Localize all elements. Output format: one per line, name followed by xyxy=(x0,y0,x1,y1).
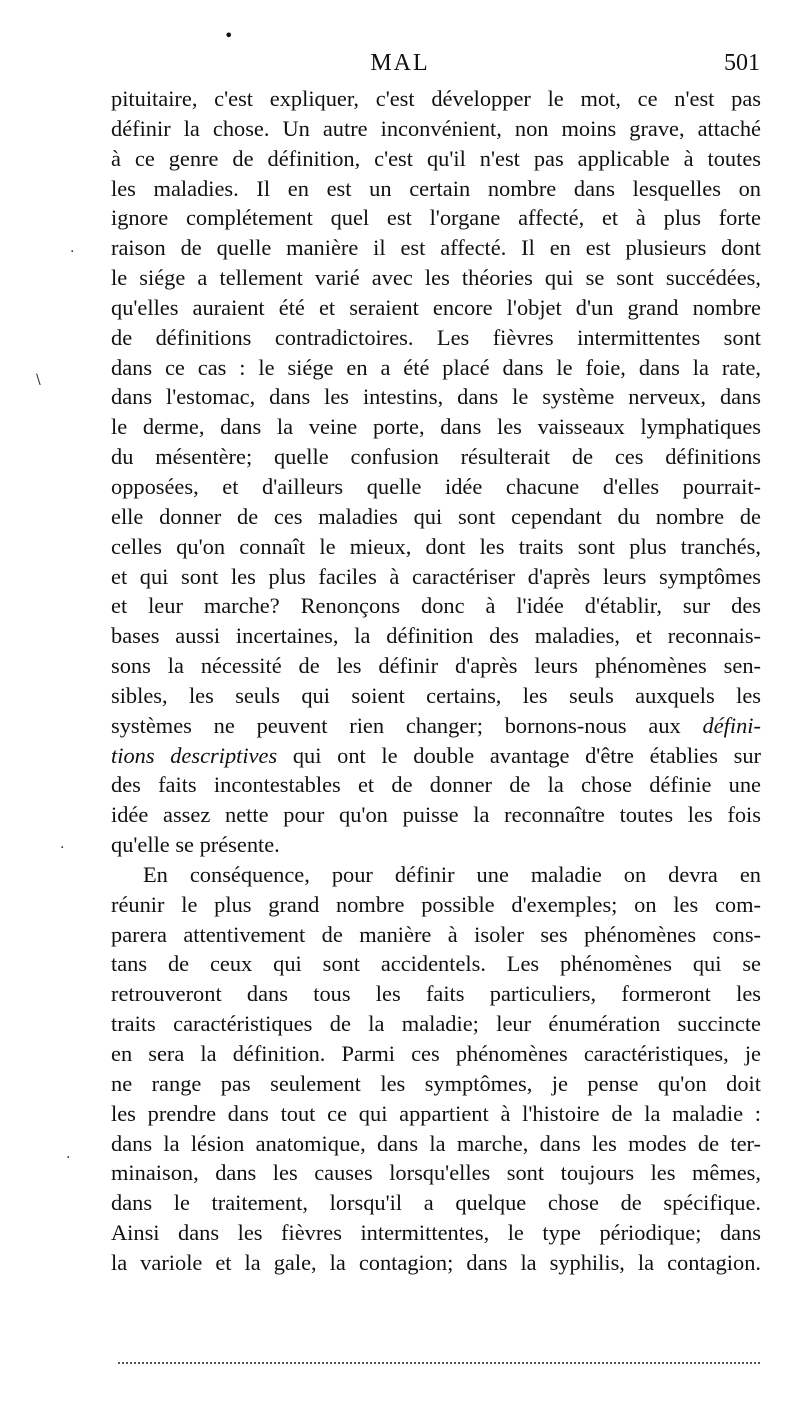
text-line: du mésentère; quelle confusion résulterait de ces définitions xyxy=(111,444,761,470)
text-line: définir la chose. Un autre inconvénient, non moins grave, attaché xyxy=(111,115,761,141)
text-line: Ainsi dans les fièvres intermittentes, le type périodique; dans xyxy=(111,1220,761,1246)
text-line: ignore complétement quel est l'organe affecté, et à plus forte xyxy=(111,205,761,231)
text-line: dans l'estomac, dans les intestins, dans le système nerveux, dans xyxy=(111,384,761,410)
bottom-dotted-rule xyxy=(118,1362,760,1364)
text-line: réunir le plus grand nombre possible d'exemples; on les com- xyxy=(111,891,761,917)
text-line: les prendre dans tout ce qui appartient à l'histoire de la maladie : xyxy=(111,1100,761,1126)
text-line: pituitaire, c'est expliquer, c'est développer le mot, ce n'est pas xyxy=(111,86,761,111)
paragraph-2 xyxy=(111,860,761,1278)
body-text xyxy=(111,84,761,1278)
margin-speck: · xyxy=(60,840,65,856)
text-fragment: qui ont le double avantage d'être établies sur xyxy=(277,742,761,768)
italic-term: défini- xyxy=(702,712,761,738)
text-line: qu'elles auraient été et seraient encore l'objet d'un grand nombre xyxy=(111,294,761,320)
text-line: qu'elle se présente. xyxy=(111,832,280,858)
text-line: raison de quelle manière il est affecté. Il en est plusieurs dont xyxy=(111,235,761,261)
text-line: elle donner de ces maladies qui sont cependant du nombre de xyxy=(111,503,761,529)
running-head: MAL xyxy=(370,50,430,76)
text-line: dans la lésion anatomique, dans la marche, dans les modes de ter- xyxy=(111,1130,761,1156)
text-line: et qui sont les plus faciles à caractériser d'après leurs symptômes xyxy=(111,563,761,589)
paragraph-1 xyxy=(111,84,761,860)
text-line: parera attentivement de manière à isoler ses phénomènes cons- xyxy=(111,921,761,947)
text-line: de définitions contradictoires. Les fièvres intermittentes sont xyxy=(111,324,761,350)
text-line: sons la nécessité de les définir d'après leurs phénomènes sen- xyxy=(111,653,761,679)
text-line: idée assez nette pour qu'on puisse la reconnaître toutes les fois xyxy=(111,802,761,828)
text-line xyxy=(111,741,761,771)
text-line: systèmes ne peuvent rien changer; bornons-nous aux défini- xyxy=(111,712,761,738)
text-line: ne range pas seulement les symptômes, je pense qu'on doit xyxy=(111,1070,761,1096)
margin-speck: \ xyxy=(36,372,41,388)
text-line: traits caractéristiques de la maladie; leur énumération succincte xyxy=(111,1011,761,1037)
text-line: minaison, dans les causes lorsqu'elles sont toujours les mêmes, xyxy=(111,1160,761,1186)
text-line: opposées, et d'ailleurs quelle idée chacune d'elles pourrait- xyxy=(111,473,761,499)
text-line: tans de ceux qui sont accidentels. Les phénomènes qui se xyxy=(111,951,761,977)
italic-term: tions descriptives xyxy=(111,742,278,768)
text-line: En conséquence, pour définir une maladie on devra en xyxy=(143,861,761,887)
text-line: en sera la définition. Parmi ces phénomènes caractéristiques, je xyxy=(111,1041,761,1066)
text-line: le derme, dans la veine porte, dans les vaisseaux lymphatiques xyxy=(111,414,761,440)
text-line: le siége a tellement varié avec les théories qui se sont succédées, xyxy=(111,265,761,291)
text-line: à ce genre de définition, c'est qu'il n'est pas applicable à toutes xyxy=(111,145,761,171)
text-line: la variole et la gale, la contagion; dans la syphilis, la contagion. xyxy=(111,1249,761,1275)
text-line: des faits incontestables et de donner de la chose définie une xyxy=(111,772,761,798)
page-number: 501 xyxy=(724,50,760,76)
text-line: bases aussi incertaines, la définition des maladies, et reconnais- xyxy=(111,623,761,649)
text-line: sibles, les seuls qui soient certains, les seuls auxquels les xyxy=(111,682,761,708)
text-line: et leur marche? Renonçons donc à l'idée d'établir, sur des xyxy=(111,593,761,619)
top-ink-mark: • xyxy=(224,26,234,45)
text-line: les maladies. Il en est un certain nombre dans lesquelles on xyxy=(111,175,761,201)
text-line: celles qu'on connaît le mieux, dont les traits sont plus tranchés, xyxy=(111,533,761,559)
margin-speck: . xyxy=(70,240,75,256)
text-line: retrouveront dans tous les faits particuliers, formeront les xyxy=(111,981,761,1007)
margin-speck: · xyxy=(66,1150,71,1166)
text-line: dans ce cas : le siége en a été placé dans le foie, dans la rate, xyxy=(111,354,761,380)
text-line: dans le traitement, lorsqu'il a quelque chose de spécifique. xyxy=(111,1190,761,1216)
